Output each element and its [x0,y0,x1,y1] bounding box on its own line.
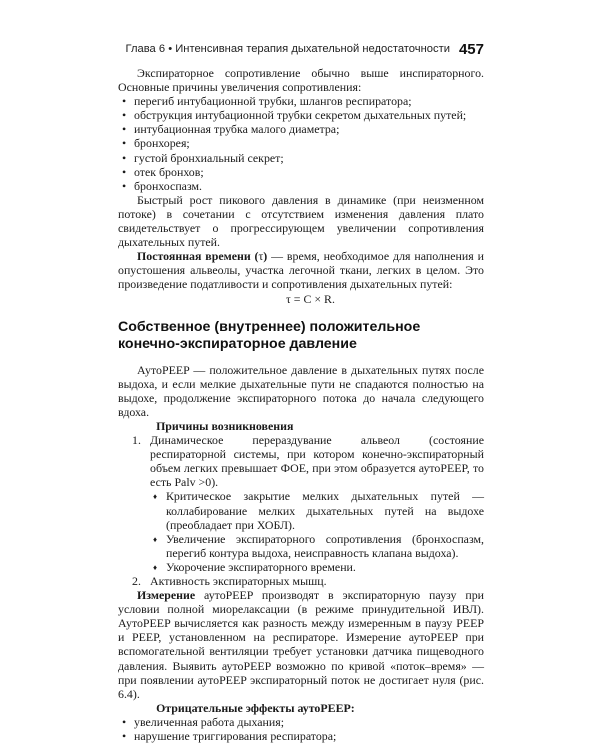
chapter-name: Интенсивная терапия дыхательной недостаточности [175,43,450,55]
paragraph-measurement: Измерение аутоPEEP производят в экспираторную паузу при условии полной миорелаксации (в режиме принудительной ИВЛ). АутоPEEP вычисляется как разность между измеренным в паузу PEEP и PEEP, установленном на респираторе. Измерение аутоPEEP при вспомогательной вентиляции требует установки датчика пищеводного давления. Выявить аутоPEEP возможно по кривой «поток–время» — при появлении аутоPEEP экспираторный поток не достигает нуля (рис. 6.4). [118,588,484,701]
paragraph-time-constant: Постоянная времени (τ) — время, необходимое для наполнения и опустошения альвеолы, участка легочной ткани, легких в целом. Это произведение податливости и сопротивления дыхательных путей: [118,249,484,292]
term-measurement: Измерение [137,588,196,603]
chapter-title [126,43,450,55]
list-item: • бронхоспазм. [118,179,484,193]
list-item: • отек бронхов; [118,165,484,179]
section-heading-autopeep: Собственное (внутреннее) положительное конечно-экспираторное давление [118,318,421,352]
numbered-item: 1. Динамическое перераздувание альвеол (состояние респираторной системы, при котором конечно-экспираторный объем легких превышает ФОЕ, при этом образуется аутоPEEP, то есть Palv >0). ♦ Критическое закрытие мелких дыхательных путей — коллабирование мелких дыхательных путей на выдохе (преобладает при ХОБЛ). ♦ Увеличение экспираторного сопротивления (бронхоспазм, перегиб контура выдоха, неисправность клапана выдоха). ♦ Укорочение экспираторного времени. [118,433,484,574]
list-item: • густой бронхиальный секрет; [118,151,484,165]
body-text [118,66,484,743]
sub-list-item: ♦ Увеличение экспираторного сопротивления (бронхоспазм, перегиб контура выдоха, неисправность клапана выдоха). [150,532,484,560]
numbered-item: 2. Активность экспираторных мышц. [132,574,327,588]
list-item: • нарушение триггирования респиратора; [118,729,484,743]
page-number: 457 [458,40,484,58]
term-time-constant: Постоянная времени (τ) [137,249,268,264]
paragraph-autopeep-definition: АутоPEEP — положительное давление в дыхательных путях после выдоха, и если мелкие дыхательные пути не спадаются полностью на выдохе, продолжение экспираторного потока до начала следующего вдоха. [118,362,484,419]
paragraph-resistance-intro: Экспираторное сопротивление обычно выше инспираторного. Основные причины увеличения сопротивления: [118,66,484,95]
list-item: • обструкция интубационной трубки секретом дыхательных путей; [118,108,484,122]
sub-list-item: ♦ Укорочение экспираторного времени. [150,560,484,574]
list-item: • перегиб интубационной трубки, шлангов респиратора; [118,94,484,108]
autopeep-causes-list [118,433,484,588]
resistance-causes-list [118,94,484,193]
subheading-negative-effects: Отрицательные эффекты аутоPEEP: [156,700,355,715]
chapter-label: Глава 6 [125,43,166,55]
subheading-causes: Причины возникновения [156,418,294,433]
list-item: • интубационная трубка малого диаметра; [118,122,484,136]
running-header [118,37,484,61]
list-item: • увеличенная работа дыхания; [118,715,484,729]
paragraph-peak-pressure: Быстрый рост пикового давления в динамике (при неизменном потоке) в сочетании с отсутствием изменения давления плато свидетельствует о прогрессирующем увеличении сопротивления дыхательных путей. [118,192,484,250]
negative-effects-list [118,715,484,743]
sub-list [150,489,484,574]
list-item: • бронхорея; [118,136,484,150]
header-bullet-icon: • [168,43,173,55]
sub-list-item: ♦ Критическое закрытие мелких дыхательных путей — коллабирование мелких дыхательных путей на выдохе (преобладает при ХОБЛ). [150,489,484,531]
formula-time-constant: τ = C × R. [286,291,335,306]
